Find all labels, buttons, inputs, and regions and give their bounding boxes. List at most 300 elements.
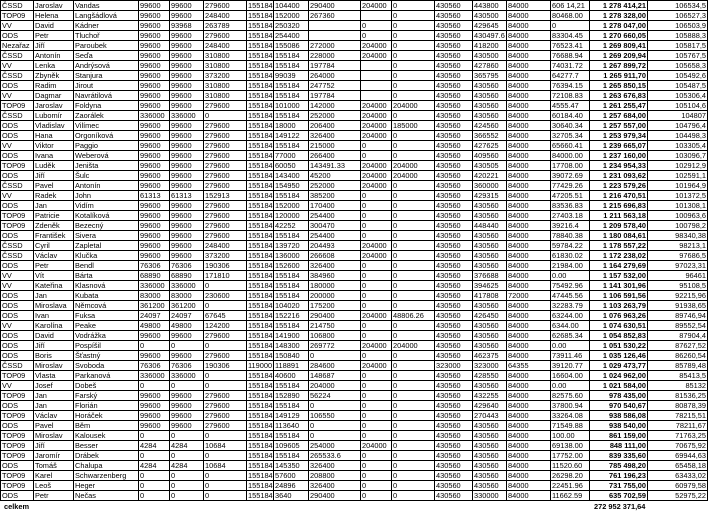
table-row: [1, 401, 708, 411]
cell-n3: 310800: [204, 61, 247, 71]
cell-n11: 84000: [507, 91, 551, 101]
cell-n6: 142000: [309, 101, 361, 111]
table-row: [1, 181, 708, 191]
cell-party: VV: [1, 281, 34, 291]
cell-n9: 430560: [435, 221, 473, 231]
cell-n9: 430560: [435, 451, 473, 461]
cell-n3: 0: [204, 301, 247, 311]
cell-n2: 99600: [170, 421, 204, 431]
cell-n5: 139720: [274, 241, 309, 251]
cell-n3: 279600: [204, 201, 247, 211]
cell-last-col: 71763,25: [648, 431, 708, 441]
cell-n6: 143491.33: [309, 161, 361, 171]
cell-n10: 430560: [473, 431, 507, 441]
cell-n4: 155184: [248, 221, 273, 230]
cell-n8: 0: [392, 431, 435, 441]
cell-n9: 430560: [435, 471, 473, 481]
cell-n10: 430560: [473, 111, 507, 121]
cell-last: Fuksa: [74, 311, 139, 321]
cell-n9: 430560: [435, 91, 473, 101]
cell-last: Pospíšil: [74, 341, 139, 351]
cell-n1: 99600: [139, 51, 170, 61]
cell-n11: 84000: [507, 11, 551, 21]
cell-n9: 430560: [435, 111, 473, 121]
cell-last: Klasnová: [74, 281, 139, 291]
cell-n3: 310800: [204, 81, 247, 91]
cell-first: Ivana: [34, 151, 74, 161]
cell-n8: 0: [392, 211, 435, 221]
table-row: [1, 411, 708, 421]
cell-party: TOP09: [1, 221, 34, 231]
cell-n9: 430560: [435, 391, 473, 401]
cell-first: Jiří: [34, 341, 74, 351]
cell-n4: 155184: [248, 111, 273, 120]
cell-first: David: [34, 21, 74, 31]
cell-n5: 148300: [274, 341, 309, 351]
cell-n7: 0: [361, 481, 392, 491]
cell-n4: 155184: [248, 171, 273, 180]
cell-n11: 84000: [507, 111, 551, 121]
cell-n9: 430560: [435, 321, 473, 331]
cell-last-col: 78215,51: [648, 411, 708, 421]
cell-n9: 430560: [435, 51, 473, 61]
cell-n2: 83000: [170, 291, 204, 301]
cell-n2: 99600: [170, 51, 204, 61]
cell-n1: 99600: [139, 71, 170, 81]
cell-n7: 204000: [361, 251, 392, 261]
cell-party: ČSSD: [1, 71, 34, 81]
cell-n10: 270443: [473, 411, 507, 421]
cell-total: 970 540,67: [590, 401, 648, 411]
cell-n1: 99600: [139, 41, 170, 51]
cell-n12: 72108.83: [551, 91, 590, 101]
cell-party: ODS: [1, 491, 34, 501]
table-row: [1, 381, 708, 391]
cell-party: ODS: [1, 351, 34, 361]
cell-n4: 155184: [248, 211, 273, 220]
cell-party: VV: [1, 191, 34, 201]
cell-n6: 247752: [309, 81, 361, 91]
cell-total: 1 178 557,22: [590, 241, 648, 251]
cell-n12: 69138.00: [551, 441, 590, 451]
cell-total: 1 261 255,47: [590, 101, 648, 111]
cell-last-col: 105487,5: [648, 81, 708, 91]
cell-n2: 99600: [170, 201, 204, 211]
cell-n1: 24097: [139, 311, 170, 321]
cell-n10: 365795: [473, 71, 507, 81]
cell-n3: 279600: [204, 411, 247, 421]
cell-n7: 204000: [361, 111, 392, 121]
cell-n9: 430560: [435, 281, 473, 291]
cell-last-col: 63433,02: [648, 471, 708, 481]
cell-n4: 155184: [248, 1, 273, 10]
cell-total: 1 157 532,00: [590, 271, 648, 281]
cell-n6: 252000: [309, 111, 361, 121]
cell-n3: 0: [204, 491, 247, 501]
cell-total: 1 239 665,07: [590, 141, 648, 151]
cell-n10: 430560: [473, 91, 507, 101]
cell-n2: 0: [170, 451, 204, 461]
cell-total: 1 257 684,00: [590, 111, 648, 121]
cell-party: ODS: [1, 461, 34, 471]
cell-n2: 99600: [170, 41, 204, 51]
cell-n12: 17752.00: [551, 451, 590, 461]
cell-first: Jaroslav: [34, 101, 74, 111]
cell-n4: 155184: [248, 71, 273, 80]
cell-first: Radek: [34, 191, 74, 201]
cell-n12: 73911.46: [551, 351, 590, 361]
cell-n1: 99600: [139, 181, 170, 191]
cell-n7: 0: [361, 201, 392, 211]
cell-n2: 0: [170, 471, 204, 481]
cell-n4: 155184: [248, 131, 273, 140]
cell-first: Petr: [34, 261, 74, 271]
cell-n1: 0: [139, 451, 170, 461]
cell-last: Florián: [74, 401, 139, 411]
cell-n12: 63244.00: [551, 311, 590, 321]
cell-n3: 0: [204, 371, 247, 381]
cell-total: 1 269 809,41: [590, 41, 648, 51]
cell-n8: 0: [392, 271, 435, 281]
cell-n10: 430560: [473, 341, 507, 351]
cell-n10: 430560: [473, 81, 507, 91]
cell-n5: 120000: [274, 211, 309, 221]
cell-total: 1 172 238,02: [590, 251, 648, 261]
cell-n9: 430560: [435, 461, 473, 471]
cell-n5: 77000: [274, 151, 309, 161]
cell-last: Zaorálek: [74, 111, 139, 121]
cell-first: Jaromír: [34, 451, 74, 461]
cell-n5: 101000: [274, 101, 309, 111]
cell-total: 785 498,20: [590, 461, 648, 471]
cell-n11: 72000: [507, 291, 551, 301]
cell-last: Langšádlová: [74, 11, 139, 21]
cell-total: 1 141 301,96: [590, 281, 648, 291]
cell-first: Lubomír: [34, 111, 74, 121]
cell-n8: 0: [392, 11, 435, 21]
cell-n9: 430560: [435, 241, 473, 251]
cell-n5: 136000: [274, 251, 309, 261]
cell-n9: 430560: [435, 201, 473, 211]
cell-party: ODS: [1, 261, 34, 271]
cell-n11: 84000: [507, 401, 551, 411]
cell-n11: 84000: [507, 211, 551, 221]
cell-n6: 254400: [309, 231, 361, 241]
cell-total: 861 159,00: [590, 431, 648, 441]
cell-n1: 4284: [139, 461, 170, 471]
cell-n12: 26298.20: [551, 471, 590, 481]
cell-n10: 430560: [473, 231, 507, 241]
cell-n10: 430560: [473, 331, 507, 341]
cell-n7: [361, 11, 392, 21]
cell-n10: 394625: [473, 281, 507, 291]
cell-party: ODS: [1, 231, 34, 241]
cell-n3: 279600: [204, 401, 247, 411]
table-row: [1, 161, 708, 171]
cell-n12: 0.00: [551, 271, 590, 281]
cell-n7: 0: [361, 291, 392, 301]
cell-n6: 45200: [309, 171, 361, 181]
cell-n7: 0: [361, 471, 392, 481]
cell-n7: 0: [361, 301, 392, 311]
cell-last: Šťastný: [74, 351, 139, 361]
cell-n6: 290400: [309, 311, 361, 321]
cell-n11: 84000: [507, 431, 551, 441]
cell-first: Dagmar: [34, 91, 74, 101]
cell-n4: 155184: [248, 101, 273, 110]
cell-n4: 155184: [248, 491, 273, 500]
grand-total: 272 952 371,64: [594, 502, 646, 511]
cell-n11: 84000: [507, 81, 551, 91]
table-row: [1, 11, 708, 21]
cell-n9: 430560: [435, 61, 473, 71]
cell-n9: 430560: [435, 351, 473, 361]
cell-n3: 279600: [204, 421, 247, 431]
cell-n2: 99600: [170, 91, 204, 101]
cell-last: Stanjura: [74, 71, 139, 81]
cell-total: 1 106 591,56: [590, 291, 648, 301]
cell-n5: 155184: [274, 231, 309, 241]
cell-n10: 429645: [473, 21, 507, 31]
cell-n11: 84000: [507, 491, 551, 501]
cell-n12: 84000.00: [551, 151, 590, 161]
cell-party: ODS: [1, 291, 34, 301]
cell-last: John: [74, 191, 139, 201]
cell-last: Sivera: [74, 231, 139, 241]
cell-n12: 11662.59: [551, 491, 590, 501]
cell-last: Schwarzenberg: [74, 471, 139, 481]
cell-n7: 0: [361, 141, 392, 151]
cell-n12: 4555.47: [551, 101, 590, 111]
cell-n2: 68890: [170, 271, 204, 281]
cell-n6: 384960: [309, 271, 361, 281]
cell-n4: 155184: [248, 381, 273, 390]
cell-n10: 427625: [473, 141, 507, 151]
cell-n1: 99600: [139, 201, 170, 211]
cell-n11: 84000: [507, 221, 551, 231]
cell-last-col: 65458,18: [648, 461, 708, 471]
cell-n6: 208800: [309, 471, 361, 481]
cell-first: Jan: [34, 201, 74, 211]
cell-n5: 254400: [274, 31, 309, 41]
cell-last: Foldyna: [74, 101, 139, 111]
cell-first: Radim: [34, 81, 74, 91]
cell-n1: 0: [139, 431, 170, 441]
cell-n1: 0: [139, 491, 170, 501]
cell-n5: 155184: [274, 51, 309, 61]
cell-last: Paroubek: [74, 41, 139, 51]
cell-total: 848 111,00: [590, 441, 648, 451]
table-row: [1, 301, 708, 311]
cell-n10: 424560: [473, 121, 507, 131]
cell-n11: 84000: [507, 441, 551, 451]
cell-n2: 61313: [170, 191, 204, 201]
cell-first: Karel: [34, 471, 74, 481]
cell-n8: 0: [392, 291, 435, 301]
cell-last: Vodrážka: [74, 331, 139, 341]
cell-n3: 279600: [204, 161, 247, 171]
cell-total: 1 257 557,00: [590, 121, 648, 131]
cell-n12: 80468.00: [551, 11, 590, 21]
cell-n9: 430560: [435, 251, 473, 261]
cell-n6: 106800: [309, 331, 361, 341]
cell-last-col: 101372,5: [648, 191, 708, 201]
cell-party: ODS: [1, 81, 34, 91]
cell-n2: 336000: [170, 371, 204, 381]
cell-last: Peake: [74, 321, 139, 331]
cell-n10: 417808: [473, 291, 507, 301]
cell-n9: 430560: [435, 291, 473, 301]
cell-n11: 84000: [507, 151, 551, 161]
cell-n3: 310800: [204, 91, 247, 101]
cell-n11: 84000: [507, 381, 551, 391]
cell-total: 1 234 954,33: [590, 161, 648, 171]
cell-first: Pavel: [34, 421, 74, 431]
cell-n10: 426450: [473, 311, 507, 321]
cell-total: 1 021 584,00: [590, 381, 648, 391]
cell-n2: 99600: [170, 351, 204, 361]
cell-n10: 430560: [473, 321, 507, 331]
cell-n3: 279600: [204, 131, 247, 141]
cell-n4: 155184: [248, 191, 273, 200]
cell-n5: 57600: [274, 471, 309, 481]
cell-last: Vandas: [74, 1, 139, 11]
cell-first: Viktor: [34, 141, 74, 151]
cell-n6: 200000: [309, 291, 361, 301]
cell-n2: 99600: [170, 171, 204, 181]
cell-n9: 430560: [435, 401, 473, 411]
cell-n11: 84000: [507, 121, 551, 131]
cell-last: Orgoníková: [74, 131, 139, 141]
cell-first: Luděk: [34, 161, 74, 171]
cell-n9: 430560: [435, 31, 473, 41]
cell-n6: 228000: [309, 51, 361, 61]
cell-n4: 155184: [248, 151, 273, 160]
cell-n8: 0: [392, 141, 435, 151]
cell-n9: 430560: [435, 231, 473, 241]
cell-first: Leoš: [34, 481, 74, 491]
cell-last-col: 103096,7: [648, 151, 708, 161]
cell-total: 1 180 084,61: [590, 231, 648, 241]
cell-n1: 99600: [139, 11, 170, 21]
table-row: [1, 311, 708, 321]
cell-n4: 155184: [248, 431, 273, 440]
cell-n1: 99600: [139, 131, 170, 141]
cell-n7: [361, 71, 392, 81]
cell-last-col: 70675,92: [648, 441, 708, 451]
cell-party: ODS: [1, 151, 34, 161]
cell-total: 1 051 530,22: [590, 341, 648, 351]
table-row: [1, 231, 708, 241]
cell-n9: 430560: [435, 311, 473, 321]
cell-last-col: 100963,6: [648, 211, 708, 221]
cell-last-col: 104498,3: [648, 131, 708, 141]
cell-n3: 230600: [204, 291, 247, 301]
cell-n6: 204000: [309, 381, 361, 391]
cell-n9: 430560: [435, 441, 473, 451]
cell-n7: 204000: [361, 1, 392, 11]
cell-n11: 84000: [507, 461, 551, 471]
cell-total: 635 702,59: [590, 491, 648, 501]
cell-total: 1 103 263,79: [590, 301, 648, 311]
cell-n11: 84000: [507, 321, 551, 331]
cell-n2: 99600: [170, 251, 204, 261]
cell-last: Zapletal: [74, 241, 139, 251]
cell-n9: 430560: [435, 421, 473, 431]
table-row: [1, 171, 708, 181]
cell-first: Hana: [34, 131, 74, 141]
cell-n11: 84000: [507, 281, 551, 291]
cell-first: David: [34, 331, 74, 341]
cell-first: Pavel: [34, 181, 74, 191]
cell-first: Josef: [34, 381, 74, 391]
cell-n7: 204000: [361, 361, 392, 371]
cell-n8: 0: [392, 481, 435, 491]
cell-n8: 0: [392, 391, 435, 401]
cell-n11: 84000: [507, 171, 551, 181]
cell-n12: 59784.22: [551, 241, 590, 251]
cell-last: Parkanová: [74, 371, 139, 381]
cell-n2: 336000: [170, 281, 204, 291]
cell-first: Jan: [34, 291, 74, 301]
cell-n3: 279600: [204, 1, 247, 11]
cell-n12: 76688.94: [551, 51, 590, 61]
cell-n1: 99600: [139, 401, 170, 411]
cell-n5: 152000: [274, 11, 309, 21]
cell-n1: 0: [139, 481, 170, 491]
cell-n1: 99600: [139, 61, 170, 71]
cell-last-col: 105888,3: [648, 31, 708, 41]
cell-n1: 99600: [139, 81, 170, 91]
table-row: [1, 101, 708, 111]
cell-n12: 16604.00: [551, 371, 590, 381]
cell-n4: 155184: [248, 201, 273, 210]
cell-last-col: 102591,1: [648, 171, 708, 181]
cell-party: ODS: [1, 421, 34, 431]
cell-party: TOP09: [1, 481, 34, 491]
cell-n4: 155184: [248, 161, 273, 170]
cell-n8: 0: [392, 361, 435, 371]
cell-n5: 145350: [274, 461, 309, 471]
cell-n7: 0: [361, 31, 392, 41]
cell-n10: 420221: [473, 171, 507, 181]
cell-n8: 0: [392, 461, 435, 471]
cell-n12: 33264.08: [551, 411, 590, 421]
cell-last-col: 98340,38: [648, 231, 708, 241]
cell-n10: 430560: [473, 211, 507, 221]
cell-n7: 0: [361, 411, 392, 421]
cell-n7: 204000: [361, 181, 392, 191]
cell-n1: 61313: [139, 191, 170, 201]
cell-n4: 155184: [248, 11, 273, 20]
cell-first: Vít: [34, 271, 74, 281]
cell-first: Jan: [34, 391, 74, 401]
cell-first: Boris: [34, 351, 74, 361]
cell-n10: 448440: [473, 221, 507, 231]
cell-n8: 0: [392, 21, 435, 31]
cell-first: Patricie: [34, 211, 74, 221]
cell-n8: 0: [392, 1, 435, 11]
cell-n11: 84000: [507, 251, 551, 261]
cell-last-col: 87627,52: [648, 341, 708, 351]
cell-total: 839 335,60: [590, 451, 648, 461]
cell-n3: 373200: [204, 251, 247, 261]
cell-total: 1 054 852,83: [590, 331, 648, 341]
cell-last: Horáček: [74, 411, 139, 421]
cell-n8: 0: [392, 131, 435, 141]
table-row: [1, 91, 708, 101]
cell-n7: 0: [361, 21, 392, 31]
